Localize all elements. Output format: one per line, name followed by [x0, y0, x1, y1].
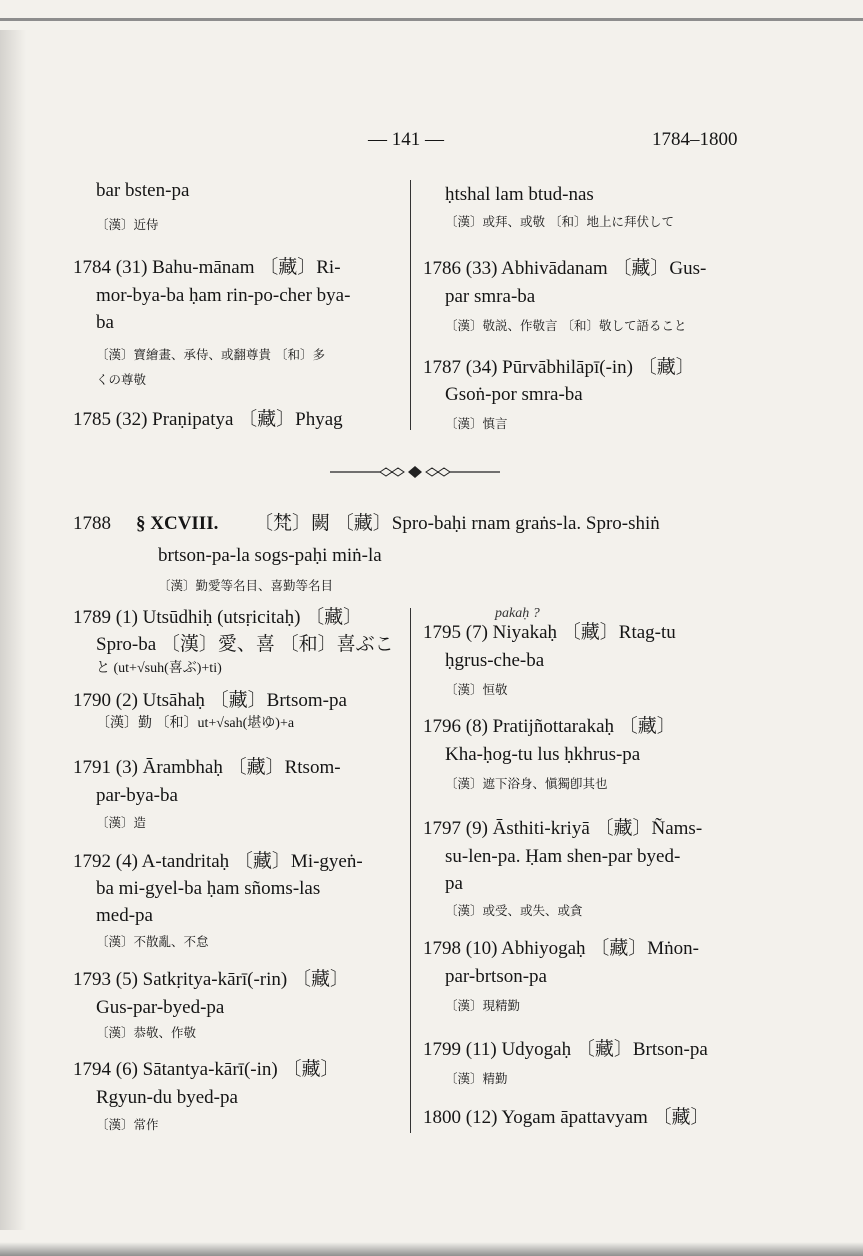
ornament-divider [330, 462, 500, 482]
entry-1795-line2: ḥgrus-che-ba [445, 650, 545, 671]
entry-1798-line2: par-brtson-pa [445, 966, 547, 987]
entry-1784-kanji2: くの尊敬 [96, 372, 147, 387]
entry-1786-line1: 1786 (33) Abhivādanam 〔藏〕Gus- [423, 258, 707, 279]
entry-continuation-title: bar bsten-pa [96, 180, 190, 201]
entry-1793-line1: 1793 (5) Satkṛitya-kārī(-rin) 〔藏〕 [73, 969, 349, 990]
entry-1797-line1: 1797 (9) Āsthiti-kriyā 〔藏〕Ñams- [423, 818, 703, 839]
entry-1792-line3: med-pa [96, 905, 153, 926]
scan-top-edge [0, 18, 863, 21]
entry-1785: 1785 (32) Praṇipatya 〔藏〕Phyag [73, 409, 343, 430]
entry-1794-line2: Rgyun-du byed-pa [96, 1087, 238, 1108]
entry-1786-kanji: 〔漢〕敬説、作敬言 〔和〕敬して語ること [445, 318, 687, 333]
entry-1786-line2: par smra-ba [445, 286, 536, 307]
entry-1789-line2: Spro-ba 〔漢〕愛、喜 〔和〕喜ぶこ [96, 634, 394, 655]
entry-1799-kanji: 〔漢〕精勤 [445, 1071, 508, 1086]
section-number: 1788 [73, 513, 111, 534]
entry-1795-line1: 1795 (7) Niyakaḥ 〔藏〕Rtag-tu [423, 622, 676, 643]
section-title: § XCVIII. [136, 513, 219, 534]
section-line1-rest: 〔梵〕闕 〔藏〕Spro-baḥi rnam graṅs-la. Spro-shiṅ [254, 513, 660, 534]
entry-1787-line1: 1787 (34) Pūrvābhilāpī(-in) 〔藏〕 [423, 357, 695, 378]
entry-1796-line1: 1796 (8) Pratijñottarakaḥ 〔藏〕 [423, 716, 676, 737]
entry-1798-kanji: 〔漢〕現精勤 [445, 998, 521, 1013]
entry-1791-kanji: 〔漢〕造 [96, 815, 147, 830]
entry-1796-line2: Kha-ḥog-tu lus ḥkhrus-pa [445, 744, 641, 765]
entry-1790-line2: 〔漢〕勤 〔和〕ut+√sah(堪ゆ)+a [96, 716, 295, 731]
entry-kanji-gloss: 〔漢〕近侍 [96, 217, 159, 232]
entry-1787-kanji: 〔漢〕慎言 [445, 416, 508, 431]
handwritten-annotation: pakaḥ ? [495, 606, 540, 621]
entry-1795-kanji: 〔漢〕恒敬 [445, 682, 508, 697]
entry-1784-line3: ba [96, 312, 114, 333]
entry-1792-line1: 1792 (4) A-tandritaḥ 〔藏〕Mi-gyeṅ- [73, 851, 363, 872]
entry-1787-line2: Gsoṅ-por smra-ba [445, 384, 583, 405]
entry-1791-line2: par-bya-ba [96, 785, 178, 806]
section-kanji: 〔漢〕勤愛等名目、喜勤等名目 [158, 578, 334, 593]
entry-kanji-gloss-right: 〔漢〕或拜、或敬 〔和〕地上に拜伏して [445, 214, 674, 229]
entry-1784-kanji1: 〔漢〕寶繪畫、承侍、或翻尊貴 〔和〕多 [96, 347, 325, 362]
entry-1784-line1: 1784 (31) Bahu-mānam 〔藏〕Ri- [73, 257, 341, 278]
page-number: — 141 — [368, 129, 444, 150]
entry-1791-line1: 1791 (3) Ārambhaḥ 〔藏〕Rtsom- [73, 757, 341, 778]
entry-1797-kanji: 〔漢〕或受、或失、或貪 [445, 903, 583, 918]
entry-1794-kanji: 〔漢〕常作 [96, 1117, 159, 1132]
entry-1799-line1: 1799 (11) Udyogaḥ 〔藏〕Brtson-pa [423, 1039, 708, 1060]
column-divider-upper [410, 180, 411, 430]
entry-1798-line1: 1798 (10) Abhiyogaḥ 〔藏〕Mṅon- [423, 938, 700, 959]
entry-1792-line2: ba mi-gyel-ba ḥam sñoms-las [96, 878, 321, 899]
entry-1789-line1: 1789 (1) Utsūdhiḥ (utsṛicitaḥ) 〔藏〕 [73, 607, 363, 628]
scan-bottom-edge [0, 1242, 863, 1256]
entry-1797-line3: pa [445, 873, 463, 894]
entry-continuation-title-right: ḥtshal lam btud-nas [445, 184, 594, 205]
entry-1796-kanji: 〔漢〕遮下浴身、愼獨卽其也 [445, 776, 608, 791]
entry-1793-kanji: 〔漢〕恭敬、作敬 [96, 1025, 197, 1040]
entry-1784-line2: mor-bya-ba ḥam rin-po-cher bya- [96, 285, 351, 306]
entry-1800: 1800 (12) Yogam āpattavyam 〔藏〕 [423, 1107, 710, 1128]
entry-1793-line2: Gus-par-byed-pa [96, 997, 225, 1018]
entry-1797-line2: su-len-pa. Ḥam shen-par byed- [445, 846, 681, 867]
section-line2: brtson-pa-la sogs-paḥi miṅ-la [158, 545, 382, 566]
column-divider-lower [410, 608, 411, 1133]
entry-1790-line1: 1790 (2) Utsāhaḥ 〔藏〕Brtsom-pa [73, 690, 347, 711]
entry-1794-line1: 1794 (6) Sātantya-kārī(-in) 〔藏〕 [73, 1059, 340, 1080]
entry-1792-kanji: 〔漢〕不散亂、不怠 [96, 934, 209, 949]
scan-left-shadow [0, 30, 26, 1230]
entry-range: 1784–1800 [652, 129, 738, 150]
entry-1789-line3: と (ut+√suh(喜ぶ)+ti) [96, 661, 222, 676]
